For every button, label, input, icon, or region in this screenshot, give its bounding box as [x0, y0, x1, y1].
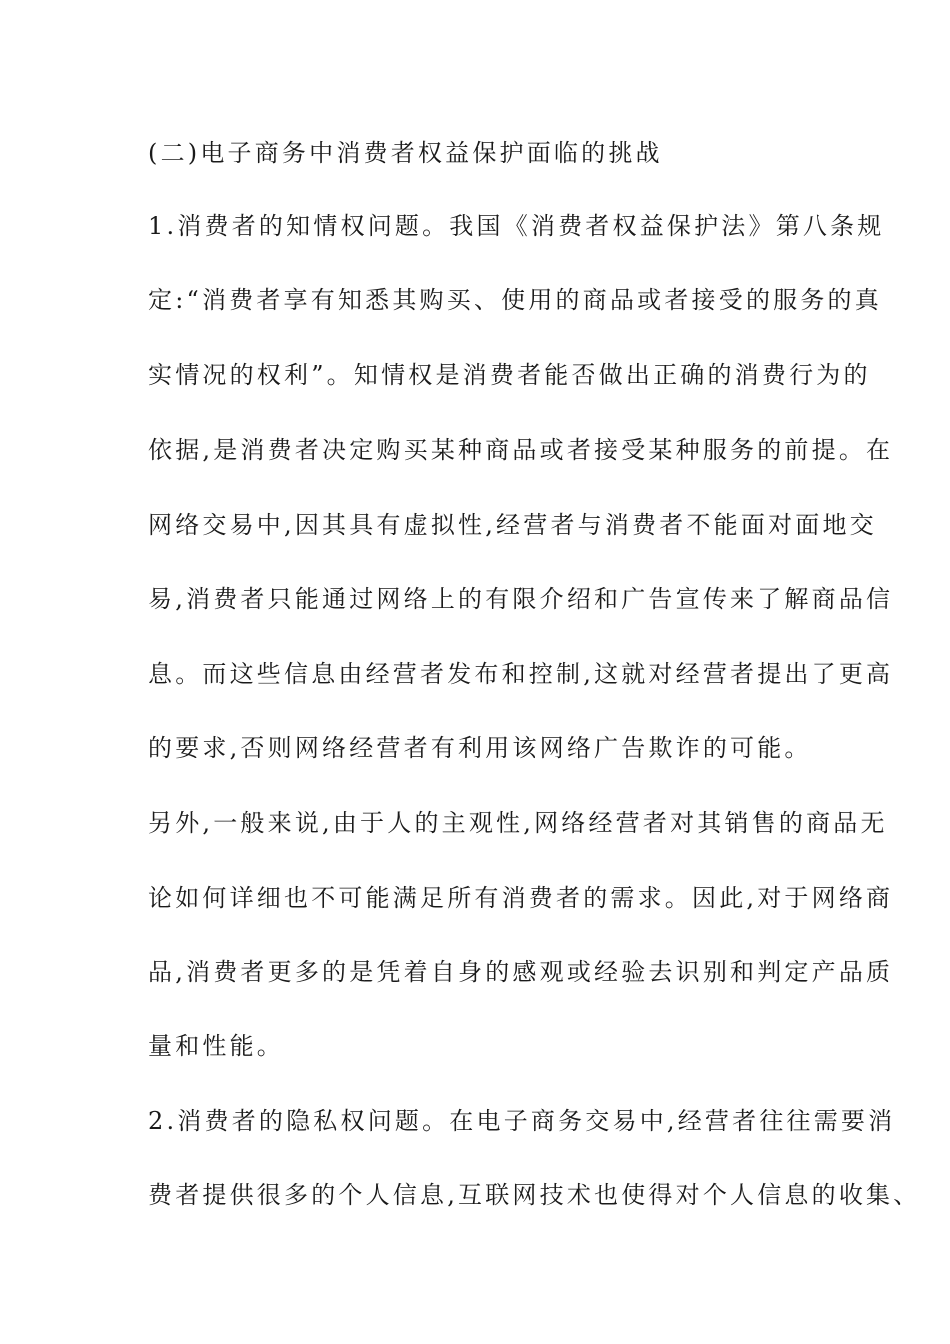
- text-line: 费者提供很多的个人信息,互联网技术也使得对个人信息的收集、: [148, 1181, 921, 1209]
- text-line: 的要求,否则网络经营者有利用该网络广告欺诈的可能。: [148, 734, 812, 762]
- text-line: 另外,一般来说,由于人的主观性,网络经营者对其销售的商品无: [148, 809, 888, 837]
- section-heading: (二)电子商务中消费者权益保护面临的挑战: [148, 139, 663, 167]
- text-line: 品,消费者更多的是凭着自身的感观或经验去识别和判定产品质: [148, 958, 894, 986]
- text-line: 网络交易中,因其具有虚拟性,经营者与消费者不能面对面地交: [148, 511, 877, 539]
- text-line: 息。而这些信息由经营者发布和控制,这就对经营者提出了更高: [148, 660, 894, 688]
- text-line: 2.消费者的隐私权问题。在电子商务交易中,经营者往往需要消: [148, 1107, 896, 1135]
- text-line: 依据,是消费者决定购买某种商品或者接受某种服务的前提。在: [148, 436, 894, 464]
- text-line: 易,消费者只能通过网络上的有限介绍和广告宣传来了解商品信: [148, 585, 894, 613]
- text-line: 量和性能。: [148, 1032, 284, 1060]
- text-line: 论如何详细也不可能满足所有消费者的需求。因此,对于网络商: [148, 884, 894, 912]
- text-line: 定:“消费者享有知悉其购买、使用的商品或者接受的服务的真: [148, 286, 882, 314]
- text-line: 实情况的权利”。知情权是消费者能否做出正确的消费行为的: [148, 361, 871, 389]
- text-line: 1.消费者的知情权问题。我国《消费者权益保护法》第八条规: [148, 212, 885, 240]
